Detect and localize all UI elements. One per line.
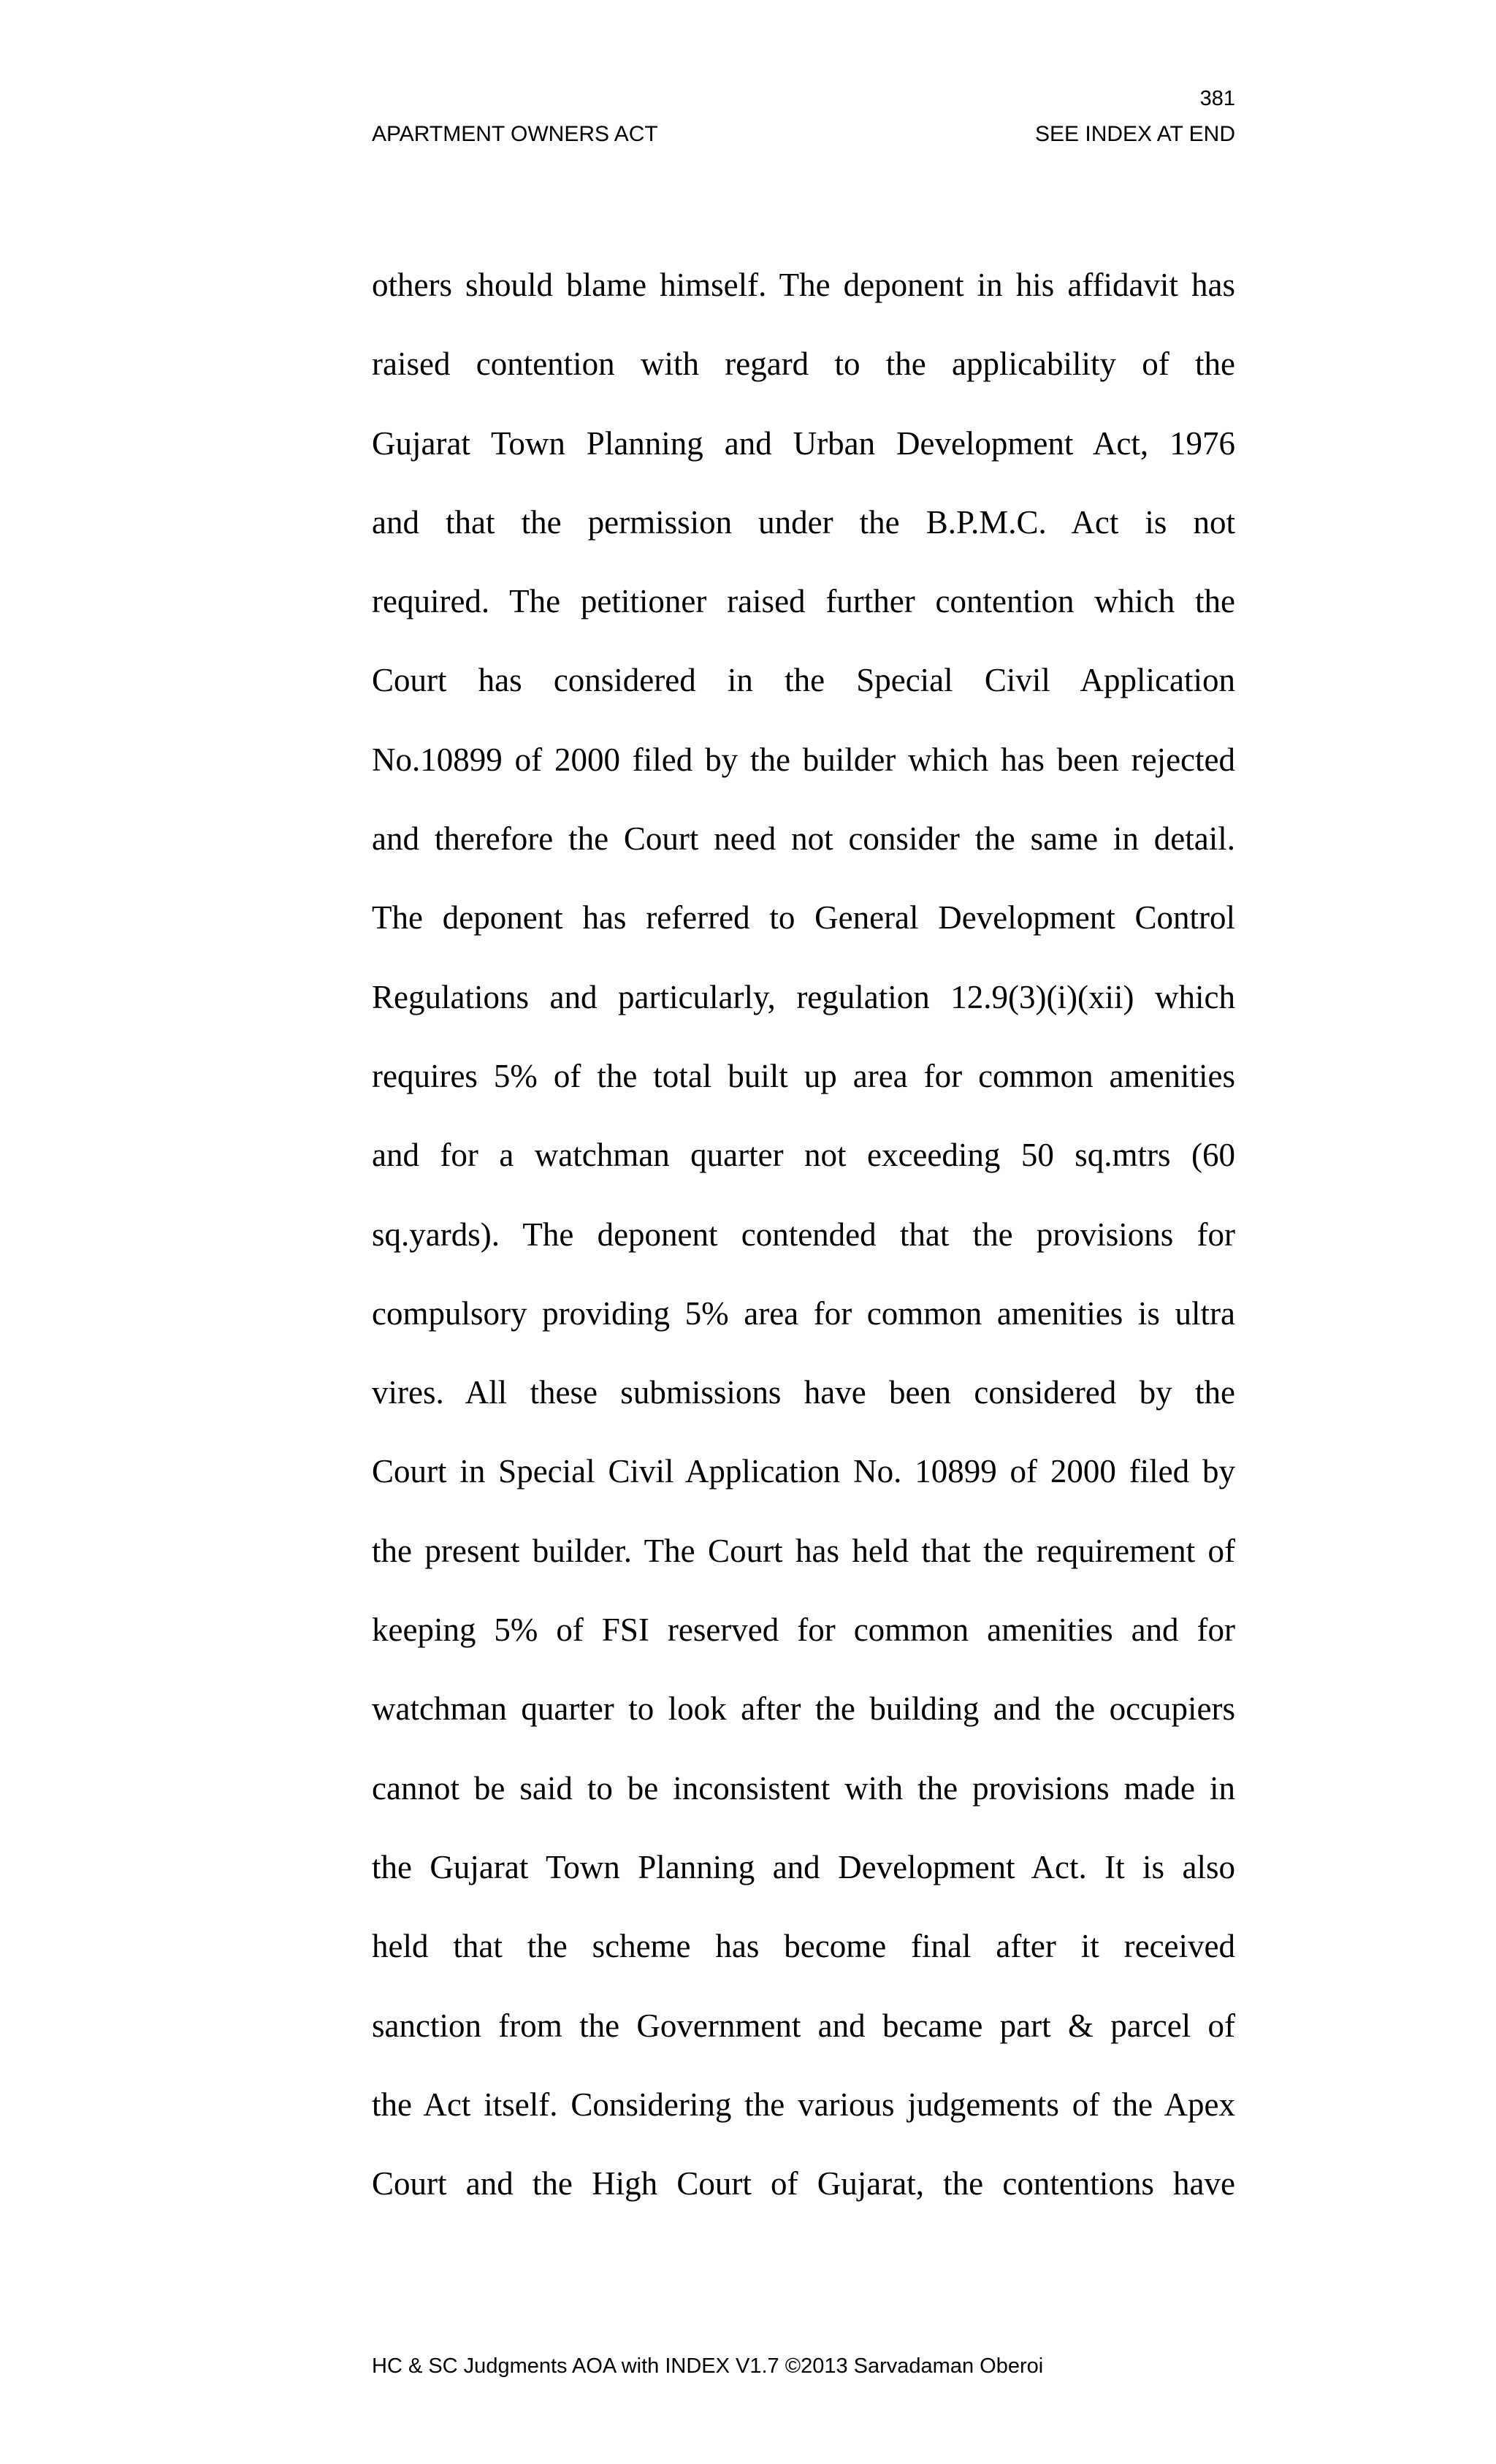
text-line: sq.yards). The deponent contended that the provisions for — [372, 1216, 1235, 1253]
text-line: Court has considered in the Special Civil Application — [372, 662, 1235, 699]
text-line: the present builder. The Court has held that the requirement of — [372, 1532, 1235, 1569]
page-footer: HC & SC Judgments AOA with INDEX V1.7 ©2013 Sarvadaman Oberoi — [372, 2354, 1044, 2378]
text-line: the Gujarat Town Planning and Development Act. It is also — [372, 1848, 1235, 1885]
text-line: Regulations and particularly, regulation 12.9(3)(i)(xii) which — [372, 978, 1235, 1015]
header-left-title: APARTMENT OWNERS ACT — [372, 122, 658, 146]
header-right-title: SEE INDEX AT END — [1035, 122, 1235, 146]
text-line: raised contention with regard to the applicability of the — [372, 346, 1235, 383]
text-line: and therefore the Court need not consider the same in detail. — [372, 820, 1235, 858]
running-header — [372, 121, 1235, 148]
text-line: No.10899 of 2000 filed by the builder which has been rejected — [372, 741, 1235, 778]
text-line: held that the scheme has become final after it received — [372, 1928, 1235, 1965]
text-line: watchman quarter to look after the building and the occupiers — [372, 1690, 1235, 1728]
body-text — [372, 263, 1235, 2240]
text-line: required. The petitioner raised further contention which the — [372, 583, 1235, 620]
text-line: Gujarat Town Planning and Urban Development Act, 1976 — [372, 424, 1235, 462]
text-line: Court in Special Civil Application No. 10899 of 2000 filed by — [372, 1453, 1235, 1490]
text-line: sanction from the Government and became part & parcel of — [372, 2007, 1235, 2044]
text-line: requires 5% of the total built up area for common amenities — [372, 1057, 1235, 1094]
text-line: Court and the High Court of Gujarat, the contentions have — [372, 2165, 1235, 2202]
page-number: 381 — [1199, 87, 1235, 110]
text-line: and for a watchman quarter not exceeding 50 sq.mtrs (60 — [372, 1137, 1235, 1174]
text-line: cannot be said to be inconsistent with the provisions made in — [372, 1769, 1235, 1807]
text-line: others should blame himself. The deponent in his affidavit has — [372, 267, 1235, 303]
text-line: The deponent has referred to General Development Control — [372, 899, 1235, 937]
text-line: vires. All these submissions have been considered by the — [372, 1374, 1235, 1411]
text-line: the Act itself. Considering the various judgements of the Apex — [372, 2086, 1235, 2123]
text-line: keeping 5% of FSI reserved for common amenities and for — [372, 1611, 1235, 1649]
text-line: compulsory providing 5% area for common amenities is ultra — [372, 1294, 1235, 1332]
text-line: and that the permission under the B.P.M.C. Act is not — [372, 503, 1235, 541]
